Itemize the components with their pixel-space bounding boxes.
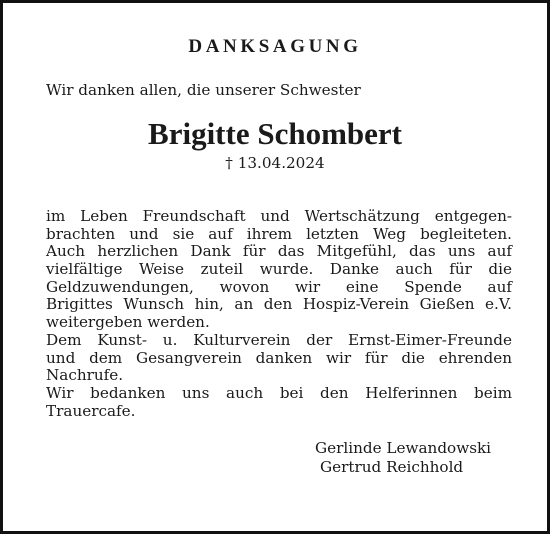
body-line: vielfältige Weise zuteil wurde. Danke auch für die	[46, 260, 512, 279]
body-line: Nachrufe.	[46, 366, 124, 385]
body-line: Geldzuwendungen, wovon wir eine Spende auf	[46, 277, 512, 296]
body-line: brachten und sie auf ihrem letzten Weg begleiteten.	[46, 224, 512, 243]
body-line: und dem Gesangverein danken wir für die ehrenden	[46, 348, 512, 367]
body-line: Brigittes Wunsch hin, an den Hospiz-Verein Gießen e.V.	[46, 295, 512, 314]
notice-heading: DANKSAGUNG	[188, 36, 362, 57]
thank-you-text	[46, 208, 512, 420]
deceased-name: Brigitte Schombert	[148, 116, 402, 151]
signer-name: Gertrud Reichhold	[320, 458, 464, 476]
body-line: Trauercafe.	[46, 401, 136, 420]
body-line: weitergeben werden.	[46, 313, 210, 332]
intro-line: Wir danken allen, die unserer Schwester	[46, 81, 361, 99]
signer-name: Gerlinde Lewandowski	[315, 439, 492, 457]
body-line: Auch herzlichen Dank für das Mitgefühl, das uns auf	[46, 242, 512, 261]
body-line: Dem Kunst- u. Kulturverein der Ernst-Eimer-Freunde	[46, 330, 512, 349]
body-line: Wir bedanken uns auch bei den Helferinnen beim	[46, 383, 512, 402]
body-line: im Leben Freundschaft und Wertschätzung entgegen-	[46, 207, 512, 225]
death-date: † 13.04.2024	[225, 154, 325, 172]
